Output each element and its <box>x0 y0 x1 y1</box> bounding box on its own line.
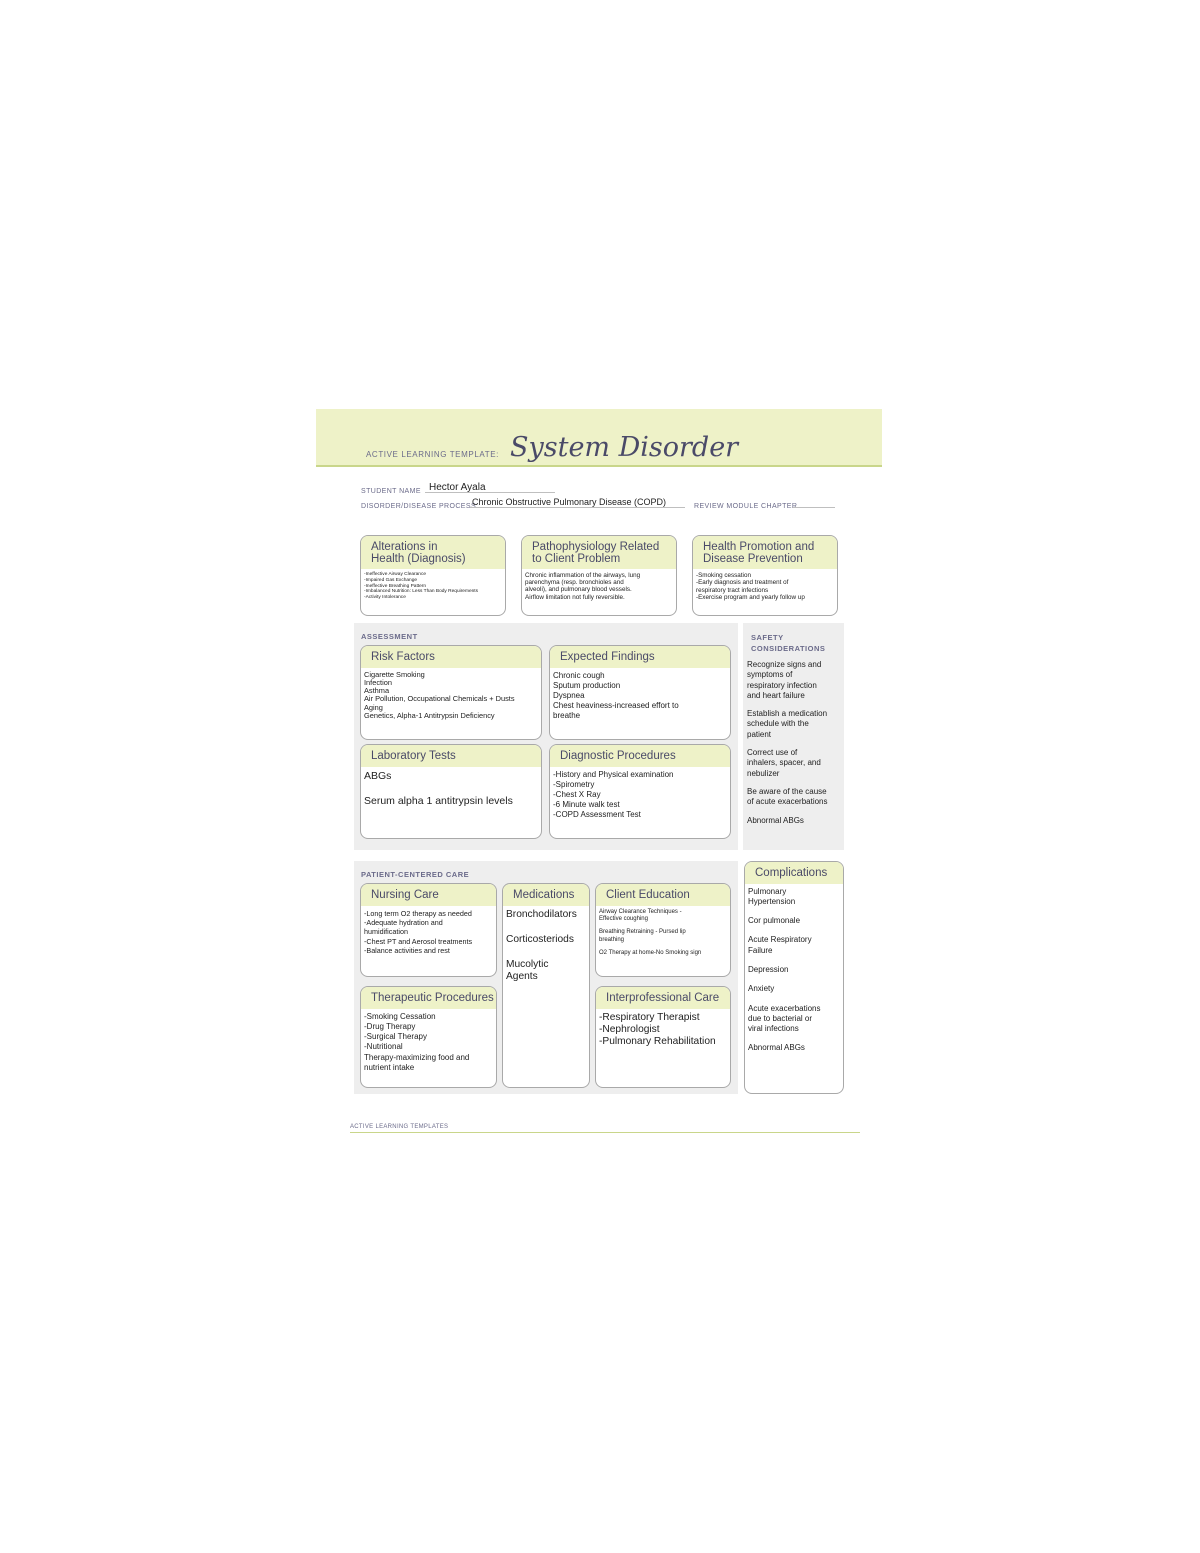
health-promotion-list <box>693 569 837 602</box>
nursing-care-box <box>360 883 497 977</box>
lab-tests-list <box>361 767 541 807</box>
list-item: ABGs <box>364 769 392 782</box>
disorder-line <box>470 507 685 508</box>
footer-line <box>350 1132 860 1133</box>
health-promotion-title-line2: Disease Prevention <box>703 552 803 565</box>
list-item: Anxiety <box>748 984 775 994</box>
list-item: Serum alpha 1 antitrypsin levels <box>364 794 513 807</box>
list-item: inhalers, spacer, and <box>747 758 821 768</box>
list-item: -Chest PT and Aerosol treatments <box>364 936 473 946</box>
list-item: nebulizer <box>747 768 780 778</box>
list-item: Recognize signs and <box>747 660 822 669</box>
nursing-care-title: Nursing Care <box>361 884 496 906</box>
list-item: alveoli), and pulmonary blood vessels. <box>525 586 632 594</box>
list-item: Chest heaviness-increased effort to <box>553 700 679 710</box>
list-item: Effective coughing <box>599 915 648 922</box>
patient-care-label: PATIENT-CENTERED CARE <box>361 870 470 879</box>
footer-text: ACTIVE LEARNING TEMPLATES <box>350 1124 449 1130</box>
list-item: Be aware of the cause <box>747 786 827 796</box>
assessment-label: ASSESSMENT <box>361 632 418 641</box>
diagnostic-procedures-box <box>549 744 731 839</box>
medications-list <box>503 906 589 983</box>
list-item: Sputum production <box>553 680 621 690</box>
disorder-value[interactable]: Chronic Obstructive Pulmonary Disease (COPD) <box>472 497 667 507</box>
safety-label <box>751 632 825 654</box>
list-item: Establish a medication <box>747 709 828 719</box>
lab-tests-box <box>360 744 542 839</box>
interprofessional-care-list <box>596 1009 730 1049</box>
alterations-list <box>361 569 505 601</box>
list-item: -Imbalanced Nutrition: Less Than Body Requirements <box>364 589 479 595</box>
list-item: -Chest X Ray <box>553 789 601 799</box>
expected-findings-box <box>549 645 731 740</box>
health-promotion-box <box>692 535 838 616</box>
list-item: -Adequate hydration and <box>364 917 443 927</box>
complications-title: Complications <box>745 862 843 884</box>
list-item: respiratory tract infections <box>696 586 769 594</box>
list-item: Depression <box>748 964 789 974</box>
list-item: -Pulmonary Rehabilitation <box>599 1036 716 1048</box>
list-item: Cor pulmonale <box>748 916 801 926</box>
client-education-box <box>595 883 731 977</box>
list-item: -Spirometry <box>553 779 595 789</box>
expected-findings-title: Expected Findings <box>550 646 730 668</box>
list-item: -Surgical Therapy <box>364 1032 427 1042</box>
list-item: -Nephrologist <box>599 1023 660 1035</box>
list-item: Failure <box>748 945 773 955</box>
list-item: Airway Clearance Techniques - <box>599 908 682 915</box>
therapeutic-procedures-list <box>361 1009 496 1074</box>
list-item: parenchyma (resp. bronchioles and <box>525 579 624 587</box>
lab-tests-title: Laboratory Tests <box>361 745 541 767</box>
alterations-title-line1: Alterations in <box>371 541 438 553</box>
complications-list <box>745 884 843 1054</box>
interprofessional-care-title: Interprofessional Care <box>596 987 730 1009</box>
diagnostic-procedures-list <box>550 767 730 821</box>
list-item: Therapy-maximizing food and <box>364 1052 470 1062</box>
list-item: and heart failure <box>747 690 805 700</box>
alterations-title <box>361 536 505 569</box>
list-item: Correct use of <box>747 748 798 758</box>
list-item: Aging <box>364 702 383 712</box>
list-item: O2 Therapy at home-No Smoking sign <box>599 950 702 957</box>
health-promotion-title-line1: Health Promotion and <box>703 541 815 553</box>
list-item: Breathing Retraining - Pursed lip <box>599 929 686 936</box>
list-item: -History and Physical examination <box>553 769 674 779</box>
interprofessional-care-box <box>595 986 731 1088</box>
complications-box <box>744 861 844 1094</box>
student-name-value[interactable]: Hector Ayala <box>429 482 486 493</box>
list-item: Chronic inflammation of the airways, lung <box>525 572 641 579</box>
list-item: symptoms of <box>747 670 793 680</box>
list-item: -6 Minute walk test <box>553 800 620 810</box>
health-promotion-title <box>693 536 837 569</box>
review-label: REVIEW MODULE CHAPTER <box>694 503 798 510</box>
list-item: Dyspnea <box>553 690 585 700</box>
list-item: Hypertension <box>748 896 796 906</box>
list-item: viral infections <box>748 1024 799 1034</box>
list-item: Airflow limitation not fully reversible. <box>525 593 625 601</box>
list-item: patient <box>747 729 772 739</box>
list-item: Agents <box>506 970 538 982</box>
therapeutic-procedures-box <box>360 986 497 1088</box>
list-item: Abnormal ABGs <box>747 815 804 825</box>
pathophysiology-list <box>522 569 676 601</box>
list-item: breathe <box>553 710 581 720</box>
list-item: -Smoking cessation <box>696 572 751 579</box>
expected-findings-list <box>550 668 730 721</box>
page-title: System Disorder <box>510 432 739 463</box>
pathophysiology-box <box>521 535 677 616</box>
list-item: -Respiratory Therapist <box>599 1011 700 1023</box>
alterations-box <box>360 535 506 616</box>
list-item: -COPD Assessment Test <box>553 810 641 820</box>
list-item: Acute Respiratory <box>748 935 812 945</box>
list-item: -Early diagnosis and treatment of <box>696 579 789 587</box>
nursing-care-list <box>361 906 496 956</box>
pathophysiology-title-line1: Pathophysiology Related <box>532 541 660 553</box>
diagnostic-procedures-title: Diagnostic Procedures <box>550 745 730 767</box>
risk-factors-list <box>361 668 541 721</box>
pathophysiology-title <box>522 536 676 569</box>
client-education-title: Client Education <box>596 884 730 906</box>
list-item: respiratory infection <box>747 680 817 690</box>
list-item: -Long term O2 therapy as needed <box>364 908 472 918</box>
medications-title: Medications <box>503 884 589 906</box>
list-item: -Nutritional <box>364 1042 403 1052</box>
template-label: ACTIVE LEARNING TEMPLATE: <box>366 450 499 459</box>
safety-list <box>747 660 844 826</box>
safety-label-line2: CONSIDERATIONS <box>751 644 826 653</box>
list-item: Asthma <box>364 686 390 696</box>
medications-box <box>502 883 590 1088</box>
list-item: -Smoking Cessation <box>364 1011 436 1021</box>
therapeutic-procedures-title: Therapeutic Procedures <box>361 987 496 1009</box>
list-item: Air Pollution, Occupational Chemicals + Dusts <box>364 694 515 704</box>
list-item: -Balance activities and rest <box>364 946 450 956</box>
list-item: -Ineffective Breathing Pattern <box>364 583 427 589</box>
list-item: breathing <box>599 936 625 943</box>
risk-factors-box <box>360 645 542 740</box>
list-item: -Drug Therapy <box>364 1021 416 1031</box>
list-item: Cigarette Smoking <box>364 669 425 679</box>
student-name-label: STUDENT NAME <box>361 488 421 495</box>
list-item: nutrient intake <box>364 1062 415 1072</box>
list-item: Chronic cough <box>553 670 605 680</box>
list-item: Infection <box>364 677 392 687</box>
list-item: schedule with the <box>747 719 809 729</box>
list-item: Mucolytic <box>506 958 549 970</box>
list-item: Corticosteriods <box>506 933 574 945</box>
list-item: -Activity Intolerance <box>364 595 406 601</box>
pathophysiology-title-line2: to Client Problem <box>532 552 621 565</box>
list-item: Pulmonary <box>748 886 787 896</box>
client-education-list <box>596 906 730 958</box>
alterations-title-line2: Health (Diagnosis) <box>371 552 466 565</box>
safety-label-line1: SAFETY <box>751 633 784 642</box>
list-item: -Exercise program and yearly follow up <box>696 594 805 602</box>
risk-factors-title: Risk Factors <box>361 646 541 668</box>
list-item: -Impaired Gas Exchange <box>364 577 418 583</box>
list-item: -Ineffective Airway Clearance <box>364 572 427 577</box>
disorder-label: DISORDER/DISEASE PROCESS <box>361 503 477 510</box>
list-item: due to bacterial or <box>748 1013 813 1023</box>
list-item: Acute exacerbations <box>748 1003 821 1013</box>
review-line <box>793 507 835 508</box>
list-item: Bronchodilators <box>506 908 577 920</box>
list-item: Genetics, Alpha-1 Antitrypsin Deficiency <box>364 710 495 720</box>
list-item: Abnormal ABGs <box>748 1043 805 1053</box>
list-item: humidification <box>364 927 408 937</box>
list-item: of acute exacerbations <box>747 797 828 807</box>
